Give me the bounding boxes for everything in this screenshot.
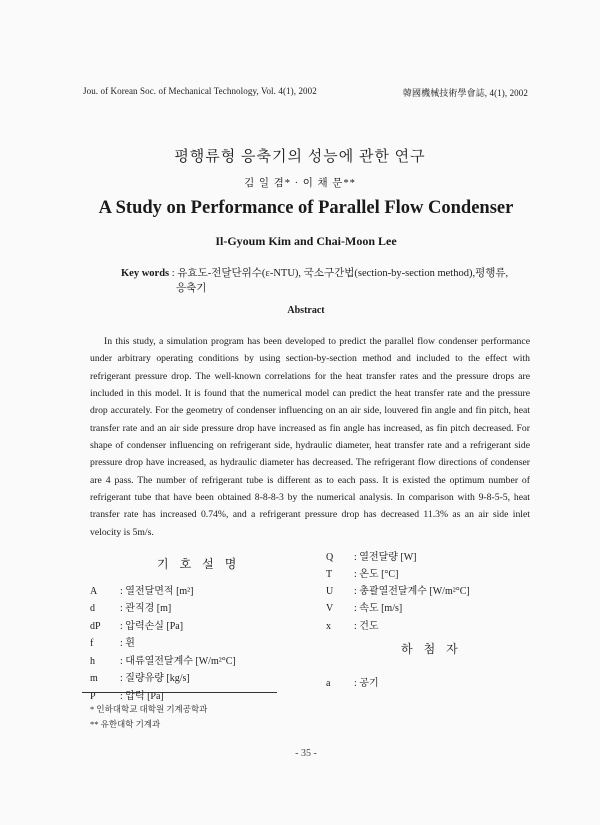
journal-header-left: Jou. of Korean Soc. of Mechanical Technology, Vol. 4(1), 2002	[83, 86, 317, 96]
nom-symbol: dP	[90, 621, 101, 632]
english-title: A Study on Performance of Parallel Flow Condenser	[98, 198, 514, 218]
journal-header-right: 韓國機械技術學會誌, 4(1), 2002	[402, 88, 528, 98]
abstract-body	[90, 333, 530, 541]
english-authors: Il-Gyoum Kim and Chai-Moon Lee	[215, 234, 397, 248]
nom-symbol: h	[90, 656, 95, 667]
keywords-label: Key words	[121, 268, 170, 279]
footnote-rule	[82, 692, 277, 693]
subscript-description: : 공기	[354, 678, 379, 689]
keywords-block	[121, 266, 531, 296]
subscript-symbol: a	[326, 678, 331, 689]
korean-authors: 김 일 겸* · 이 채 문**	[244, 178, 356, 189]
footnote-1: * 인하대학교 대학원 기계공학과	[90, 704, 208, 714]
nom-description: : 압력손실 [Pa]	[120, 621, 184, 632]
keywords-line-1: : 유효도-전달단위수(ε-NTU), 국소구간법(section-by-section method),평행류,	[171, 268, 509, 279]
nom-symbol: f	[90, 638, 94, 649]
nom-symbol: d	[90, 603, 95, 614]
footnote-2: ** 유한대학 기계과	[90, 719, 161, 729]
abstract-text: In this study, a simulation program has been developed to predict the parallel flow condenser performance under arbitrary operating conditions by using section-by-section method and included to the effect with refrigerant pressure drop. The well-known correlations for the heat transfer rates and the pressure drops are included in this model. It is found that the numerical model can predict the heat transfer rate and the pressure drop accurately. For the geometry of condenser influencing on an air side, louvered fin angle and fin pitch, heat transfer rate and an air side pressure drop have increased as fin angle has increased, as fin pitch decreased. For shape of condenser influencing on refrigerant side, hydraulic diameter, heat transfer rate and a refrigerant side pressure drop have increased, as hydraulic diameter has decreased. The refrigerant flow directions of condenser are 4 pass. The number of refrigerant tube is different as to each pass. It is existed the optimum number of refrigerant tube that have been obtained 8-8-8-3 by the numerical analysis. In comparison with 9-8-5-5, heat transfer rate has increased 0.74%, and a refrigerant pressure drop has decreased 11.3% as an air side inlet velocity is 5m/s.	[90, 336, 530, 538]
keywords-line-2: 응축기	[176, 283, 207, 294]
nom-description: : 관직경 [m]	[120, 603, 172, 614]
nom-description: : 휜	[120, 638, 135, 649]
nom-description: : 대류열전달계수 [W/m²°C]	[120, 656, 236, 667]
nom-description: : 압력 [Pa]	[120, 691, 164, 702]
nom-description: : 질량유량 [kg/s]	[120, 673, 190, 684]
nomenclature-heading: 기 호 설 명	[157, 557, 241, 571]
subscripts-heading: 하 첨 자	[401, 642, 462, 656]
abstract-heading: Abstract	[287, 305, 325, 316]
nom-description: : 속도 [m/s]	[354, 603, 403, 614]
page-number: - 35 -	[295, 748, 317, 759]
nom-description: : 건도	[354, 621, 379, 632]
nom-description: : 열전달량 [W]	[354, 552, 417, 563]
korean-title: 평행류형 응축기의 성능에 관한 연구	[174, 149, 426, 165]
nom-description: : 온도 [°C]	[354, 569, 399, 580]
nom-symbol: U	[326, 586, 334, 597]
nom-symbol: T	[326, 569, 333, 580]
nom-description: : 총괄열전달계수 [W/m²°C]	[354, 586, 470, 597]
nom-symbol: Q	[326, 552, 334, 563]
nom-symbol: P	[90, 691, 96, 702]
nom-description: : 열전달면적 [m²]	[120, 586, 194, 597]
nom-symbol: m	[90, 673, 98, 684]
nom-symbol: A	[90, 586, 98, 597]
nom-symbol: x	[326, 621, 331, 632]
nom-symbol: V	[326, 603, 334, 614]
